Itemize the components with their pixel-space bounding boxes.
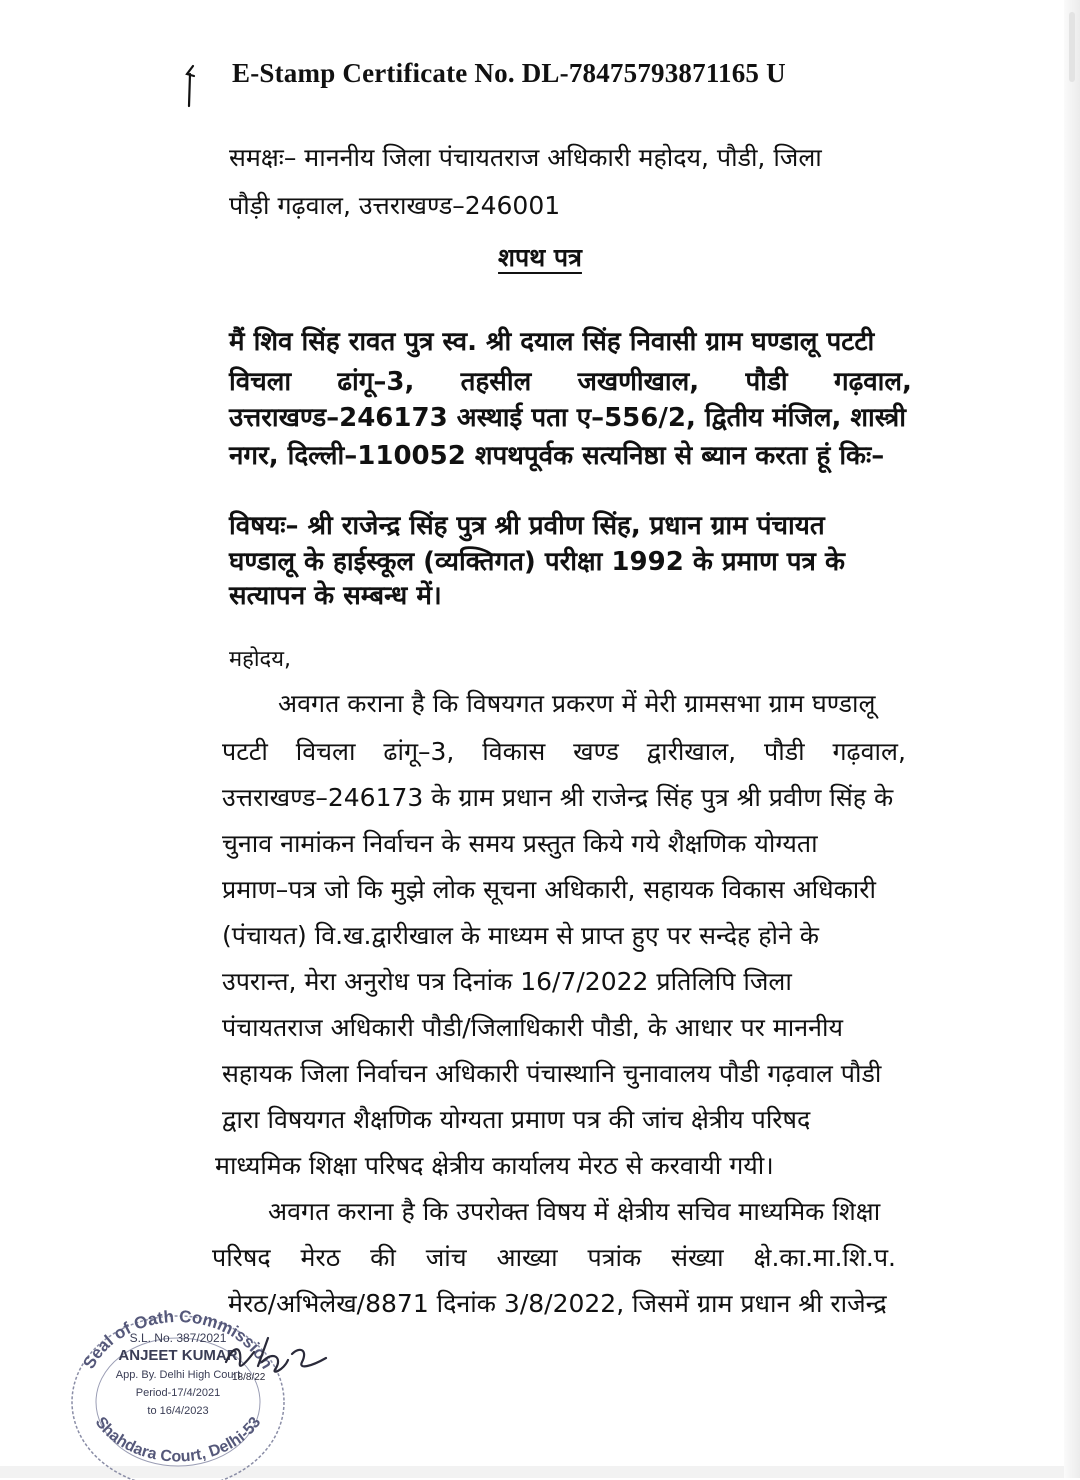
svg-text:Shahdara Court, Delhi-53 bbox=[92, 1414, 265, 1465]
paragraph-line: सहायक जिला निर्वाचन अधिकारी पंचास्थानि चुनावालय पौडी गढ़वाल पौडी bbox=[222, 1059, 882, 1088]
paragraph-line: (पंचायत) वि.ख.द्वारीखाल के माध्यम से प्राप्त हुए पर सन्देह होने के bbox=[222, 921, 819, 950]
word: ढांगू–3, bbox=[383, 737, 455, 766]
paragraph-line: मेरठ/अभिलेख/8871 दिनांक 3/8/2022, जिसमें ग्राम प्रधान श्री राजेन्द्र bbox=[228, 1289, 887, 1318]
stamp-ring-top: Seal of Oath Commission bbox=[79, 1306, 277, 1372]
paragraph-line: माध्यमिक शिक्षा परिषद क्षेत्रीय कार्यालय मेरठ से करवायी गयी। bbox=[215, 1151, 774, 1180]
paragraph-line: पंचायतराज अधिकारी पौडी/जिलाधिकारी पौडी, के आधार पर माननीय bbox=[222, 1013, 843, 1042]
paragraph-line-justified bbox=[222, 736, 906, 768]
word: की bbox=[370, 1243, 396, 1272]
word: पटटी bbox=[222, 737, 268, 766]
stamp-ring-bottom: Shahdara Court, Delhi-53 bbox=[91, 1414, 265, 1466]
word: जांच bbox=[425, 1243, 467, 1272]
word: ढांगू–3, bbox=[337, 367, 415, 397]
paragraph-line-justified bbox=[212, 1242, 896, 1274]
document-title bbox=[0, 240, 1080, 274]
word: जखणीखाल, bbox=[577, 367, 700, 397]
stamp-to: to 16/4/2023 bbox=[147, 1405, 209, 1417]
word: विचला bbox=[229, 367, 292, 397]
declaration-line: उत्तराखण्ड–246173 अस्थाई पता ए–556/2, द्वितीय मंजिल, शास्त्री bbox=[229, 403, 906, 433]
word: विकास bbox=[482, 737, 546, 766]
word: तहसील bbox=[460, 367, 532, 397]
scrollbar[interactable] bbox=[1064, 0, 1080, 1478]
paragraph-line: प्रमाण–पत्र जो कि मुझे लोक सूचना अधिकारी, सहायक विकास अधिकारी bbox=[222, 875, 876, 904]
word: क्षे.का.मा.शि.प. bbox=[753, 1243, 896, 1272]
paragraph-line: उत्तराखण्ड–246173 के ग्राम प्रधान श्री राजेन्द्र सिंह पुत्र श्री प्रवीण सिंह के bbox=[222, 783, 894, 812]
declaration-line-justified bbox=[229, 366, 912, 398]
word: खण्ड bbox=[573, 737, 619, 766]
stamp-name: ANJEET KUMAR bbox=[118, 1347, 238, 1364]
word: द्वारीखाल, bbox=[646, 737, 737, 766]
signature-date: 18/8/22 bbox=[232, 1372, 266, 1382]
stamp-period: Period-17/4/2021 bbox=[135, 1387, 221, 1399]
declaration-line: मैं शिव सिंह रावत पुत्र स्व. श्री दयाल सिंह निवासी ग्राम घण्डालू पटटी bbox=[229, 327, 875, 357]
declaration-line: नगर, दिल्ली–110052 शपथपूर्वक सत्यनिष्ठा से ब्यान करता हूं किः– bbox=[229, 441, 885, 471]
word: पौडी bbox=[764, 737, 805, 766]
word: परिषद bbox=[212, 1243, 271, 1272]
subject-line: विषयः– श्री राजेन्द्र सिंह पुत्र श्री प्रवीण सिंह, प्रधान ग्राम पंचायत bbox=[229, 511, 825, 541]
paragraph-line: उपरान्त, मेरा अनुरोध पत्र दिनांक 16/7/2022 प्रतिलिपि जिला bbox=[222, 967, 792, 996]
word: पत्रांक bbox=[587, 1243, 642, 1272]
paragraph-line: द्वारा विषयगत शैक्षणिक योग्यता प्रमाण पत्र की जांच क्षेत्रीय परिषद bbox=[222, 1105, 811, 1134]
word: गढ़वाल, bbox=[832, 737, 906, 766]
certificate-number: E-Stamp Certificate No. DL-78475793871165 U bbox=[232, 58, 786, 88]
addressee-line: समक्षः– माननीय जिला पंचायतराज अधिकारी महोदय, पौडी, जिला bbox=[229, 143, 822, 172]
stamp-serial: S.L. No. 387/2021 bbox=[129, 1331, 227, 1345]
pen-mark-icon bbox=[184, 64, 198, 108]
word: विचला bbox=[295, 737, 356, 766]
scrollbar-thumb[interactable] bbox=[1069, 12, 1075, 82]
salutation: महोदय, bbox=[229, 647, 291, 672]
stamp-appointed-by: App. By. Delhi High Court bbox=[115, 1369, 241, 1381]
signature-date-mark bbox=[222, 1332, 332, 1382]
paragraph-line: चुनाव नामांकन निर्वाचन के समय प्रस्तुत किये गये शैक्षणिक योग्यता bbox=[222, 829, 818, 858]
paragraph-line: अवगत कराना है कि उपरोक्त विषय में क्षेत्रीय सचिव माध्यमिक शिक्षा bbox=[268, 1197, 881, 1226]
word: गढ़वाल, bbox=[833, 367, 912, 397]
subject-line: सत्यापन के सम्बन्ध में। bbox=[229, 581, 442, 611]
word: पौडी bbox=[745, 367, 788, 397]
addressee-line: पौड़ी गढ़वाल, उत्तराखण्ड–246001 bbox=[229, 191, 561, 220]
word: मेरठ bbox=[300, 1243, 341, 1272]
oath-commissioner-stamp bbox=[60, 1290, 290, 1480]
subject-line: घण्डालू के हाईस्कूल (व्यक्तिगत) परीक्षा 1992 के प्रमाण पत्र के bbox=[229, 547, 845, 577]
word: आख्या bbox=[496, 1243, 558, 1272]
document-title-text: शपथ पत्र bbox=[498, 243, 582, 272]
paragraph-line: अवगत कराना है कि विषयगत प्रकरण में मेरी ग्रामसभा ग्राम घण्डालू bbox=[278, 689, 876, 718]
word: संख्या bbox=[671, 1243, 724, 1272]
